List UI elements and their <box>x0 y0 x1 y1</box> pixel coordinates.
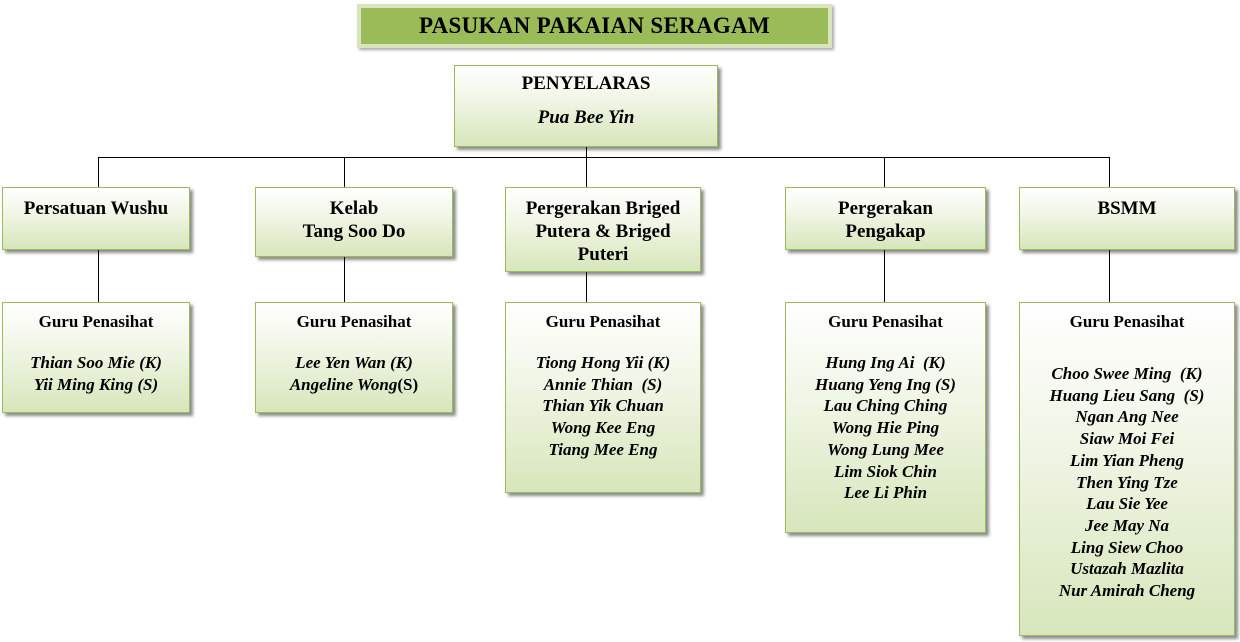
advisor-name: Nur Amirah Cheng <box>1058 581 1196 601</box>
unit-name-line: Pengakap <box>845 221 926 242</box>
advisor-name: Thian Yik Chuan <box>542 396 664 416</box>
unit-box-pengakap <box>785 187 986 250</box>
advisor-box-tangsoodo <box>255 302 453 413</box>
connector-drop-tangsoodo <box>344 157 345 187</box>
coordinator-name: Pua Bee Yin <box>537 107 635 128</box>
connector-unit-advisor-briged <box>586 272 587 302</box>
unit-name-line: BSMM <box>1097 198 1157 219</box>
advisor-name: Huang Yeng Ing (S) <box>815 374 956 394</box>
advisor-name: Lim Yian Pheng <box>1070 450 1184 470</box>
advisor-heading: Guru Penasihat <box>296 312 412 331</box>
advisor-name: Wong Kee Eng <box>550 418 656 438</box>
unit-box-briged <box>505 187 701 272</box>
connector-drop-wushu <box>98 157 99 187</box>
unit-box-wushu <box>2 187 190 250</box>
advisor-name-text: Angeline Wong <box>289 374 398 394</box>
connector-drop-bsmm <box>1109 157 1110 187</box>
advisor-role-suffix: (S) <box>397 374 419 394</box>
unit-name-line: Pergerakan <box>838 198 933 219</box>
advisor-name: Ngan Ang Nee <box>1075 407 1179 427</box>
unit-name-line: Persatuan Wushu <box>23 198 169 219</box>
advisor-name: Annie Thian (S) <box>543 374 663 394</box>
advisor-name: Yii Ming King (S) <box>33 374 159 394</box>
advisor-name: Tiong Hong Yii (K) <box>535 353 671 372</box>
unit-name-line: Tang Soo Do <box>302 221 406 242</box>
connector-unit-advisor-tangsoodo <box>344 257 345 302</box>
unit-name-line: Pergerakan Briged <box>525 198 681 219</box>
coordinator-box <box>454 65 718 147</box>
connector-unit-advisor-pengakap <box>884 250 885 302</box>
coordinator-role: PENYELARAS <box>521 73 651 94</box>
advisor-name: Ling Siew Choo <box>1070 537 1184 557</box>
advisor-name: Tiang Mee Eng <box>548 439 658 459</box>
advisor-name <box>256 374 452 396</box>
connector-drop-pengakap <box>884 157 885 187</box>
connector-unit-advisor-wushu <box>98 250 99 302</box>
chart-title-box <box>357 4 832 48</box>
advisor-heading: Guru Penasihat <box>38 312 154 331</box>
advisor-name: Siaw Moi Fei <box>1079 429 1175 449</box>
advisor-name: Hung Ing Ai (K) <box>825 353 946 372</box>
advisor-box-wushu <box>2 302 190 413</box>
advisor-name: Lee Li Phin <box>843 483 928 503</box>
advisor-heading: Guru Penasihat <box>545 312 661 331</box>
advisor-name: Thian Soo Mie (K) <box>30 353 162 372</box>
advisor-heading: Guru Penasihat <box>828 312 943 331</box>
unit-name-line: Kelab <box>329 198 379 219</box>
connector-unit-advisor-bsmm <box>1109 250 1110 302</box>
advisor-name: Ustazah Mazlita <box>1070 559 1184 579</box>
advisor-name: Lim Siok Chin <box>834 461 937 481</box>
advisor-name: Lee Yen Wan (K) <box>295 353 413 372</box>
advisor-heading: Guru Penasihat <box>1069 312 1185 331</box>
unit-box-tangsoodo <box>255 187 453 257</box>
unit-name-line: Puteri <box>577 244 629 265</box>
advisor-name: Wong Lung Mee <box>827 439 944 459</box>
advisor-name: Choo Swee Ming (K) <box>1051 364 1203 383</box>
advisor-name: Wong Hie Ping <box>831 418 940 438</box>
unit-name-line: Putera & Briged <box>535 221 671 242</box>
advisor-name: Huang Lieu Sang (S) <box>1049 385 1205 405</box>
advisor-name: Then Ying Tze <box>1076 472 1178 492</box>
connector-drop-briged <box>586 157 587 187</box>
advisor-box-bsmm <box>1019 302 1235 636</box>
advisor-name: Jee May Na <box>1084 515 1170 535</box>
unit-box-bsmm <box>1019 187 1235 250</box>
advisor-name: Lau Sie Yee <box>1086 494 1168 514</box>
advisor-box-briged <box>505 302 701 493</box>
chart-title: PASUKAN PAKAIAN SERAGAM <box>418 13 771 38</box>
connector-horizontal <box>98 157 1110 158</box>
advisor-box-pengakap <box>785 302 986 533</box>
advisor-name: Lau Ching Ching <box>823 396 948 416</box>
connector-trunk <box>586 147 587 157</box>
